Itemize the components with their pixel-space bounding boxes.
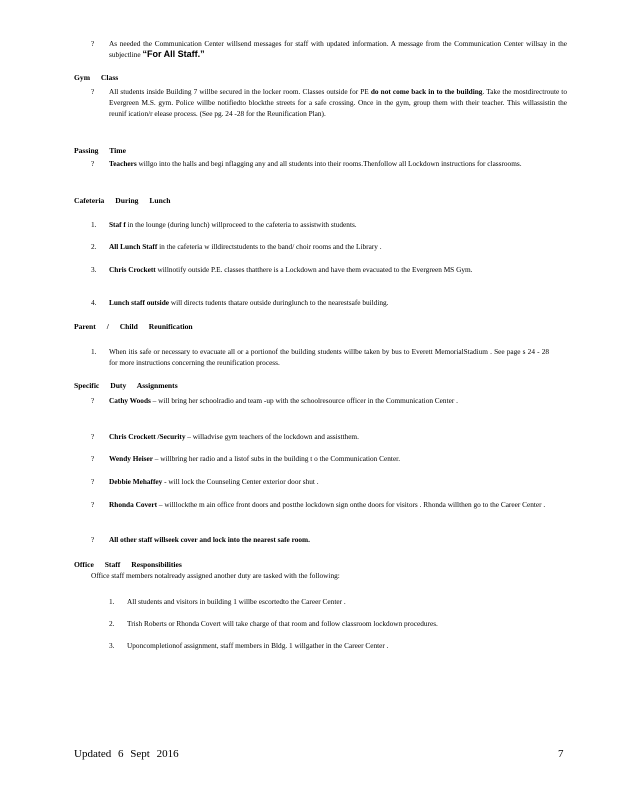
- bullet-marker: ?: [91, 454, 95, 463]
- section-heading-duty-assignments: Specific Duty Assignments: [74, 381, 178, 390]
- bullet-marker: ?: [91, 477, 95, 486]
- duty-item-text: - will lock the Counseling Center exterior door shut .: [162, 477, 319, 486]
- bullet-marker: ?: [91, 39, 95, 48]
- list-number: 4.: [91, 298, 97, 307]
- office-item: Uponcompletionof assignment, staff members in Bldg. 1 willgather in the Career Center .: [127, 641, 389, 650]
- duty-item-text: – willbring her radio and a listof subs in the building t o the Communication Center.: [152, 454, 401, 463]
- intro-quote: “For All Staff.”: [142, 49, 205, 59]
- intro-text: As needed the Communication Center willsend messages for staff with updated information. A message from the Communication Center willsay in the subjectline: [109, 39, 567, 59]
- section-heading-reunification: Parent / Child Reunification: [74, 322, 193, 331]
- duty-item: [109, 453, 549, 464]
- duty-item: [109, 431, 549, 442]
- cafeteria-item: [109, 297, 567, 308]
- list-number: 3.: [91, 265, 97, 274]
- bullet-marker: ?: [91, 87, 95, 96]
- section-heading-cafeteria: Cafeteria During Lunch: [74, 196, 171, 205]
- duty-item-name: All other staff willseek cover and lock into the nearest safe room.: [109, 535, 310, 544]
- list-number: 2.: [91, 242, 97, 251]
- cafeteria-item-bold: Staf f: [109, 220, 126, 229]
- intro-paragraph: [109, 38, 567, 60]
- gym-class-text-a: All students inside Building 7 willbe secured in the locker room. Classes outside for PE: [109, 87, 371, 96]
- cafeteria-item: [109, 264, 567, 275]
- duty-item-name: Chris Crockett /Security: [109, 432, 186, 441]
- bullet-marker: ?: [91, 396, 95, 405]
- list-number: 3.: [109, 641, 115, 650]
- duty-item: [109, 499, 549, 510]
- cafeteria-item-bold: All Lunch Staff: [109, 242, 158, 251]
- passing-time-bold: Teachers: [109, 159, 137, 168]
- duty-item-name: Rhonda Covert: [109, 500, 158, 509]
- gym-class-bold: do not come back in to the building: [370, 87, 483, 96]
- reunification-paragraph: When itis safe or necessary to evacuate all or a portionof the building students willbe taken by bus to Everett MemorialStadium . See page s 24 - 28 for more instructions concerning the reunification process.: [109, 347, 549, 367]
- section-heading-office-staff: Office Staff Responsibilities: [74, 560, 182, 569]
- duty-item-name: Wendy Heiser: [109, 454, 153, 463]
- list-number: 2.: [109, 619, 115, 628]
- gym-class-paragraph: [109, 86, 567, 119]
- duty-item: [109, 476, 549, 487]
- section-heading-passing-time: Passing Time: [74, 146, 126, 155]
- footer-updated-date: Updated 6 Sept 2016: [74, 748, 179, 760]
- duty-item: [109, 395, 549, 406]
- page-number: 7: [558, 748, 564, 760]
- duty-item-name: Debbie Mehaffey: [109, 477, 163, 486]
- duty-item-text: – willlockthe m ain office front doors and postthe lockdown sign onthe doors for visitors . Rhonda willthen go to the Career Center .: [157, 500, 546, 509]
- cafeteria-item-text: will directs tudents thatare outside duringlunch to the nearestsafe building.: [169, 298, 389, 307]
- list-number: 1.: [109, 597, 115, 606]
- bullet-marker: ?: [91, 535, 95, 544]
- cafeteria-item-text: in the lounge (during lunch) willproceed to the cafeteria to assistwith students.: [125, 220, 357, 229]
- passing-time-text: willgo into the halls and begi nflagging any and all students into their rooms.Thenfollow all Lockdown instructions for classrooms.: [136, 159, 522, 168]
- cafeteria-item-bold: Chris Crockett: [109, 265, 156, 274]
- gym-class-text-b: . Take the mostdirectroute to Evergreen M.S. gym. Police willbe notifiedto blockthe streets for a safe crossing. Once in the gym, group them with their teacher. This willassistin the reunif ication/r elease process. (See pg. 24 -28 for the Reunification Plan).: [109, 87, 567, 118]
- office-intro: Office staff members notalready assigned another duty are tasked with the following:: [91, 571, 340, 580]
- list-number: 1.: [91, 347, 97, 356]
- bullet-marker: ?: [91, 500, 95, 509]
- cafeteria-item-text: willnotify outside P.E. classes thatthere is a Lockdown and have them evacuated to the Evergreen MS Gym.: [155, 265, 473, 274]
- cafeteria-item: [109, 219, 567, 230]
- passing-time-paragraph: [109, 158, 549, 169]
- list-number: 1.: [91, 220, 97, 229]
- cafeteria-item-text: in the cafeteria w illdirectstudents to the band/ choir rooms and the Library .: [157, 242, 382, 251]
- bullet-marker: ?: [91, 432, 95, 441]
- section-heading-gym-class: Gym Class: [74, 73, 119, 82]
- bullet-marker: ?: [91, 159, 95, 168]
- office-item: Trish Roberts or Rhonda Covert will take charge of that room and follow classroom lockdown procedures.: [127, 619, 438, 628]
- duty-item-name: Cathy Woods: [109, 396, 151, 405]
- duty-item: [109, 534, 549, 545]
- cafeteria-item-bold: Lunch staff outside: [109, 298, 170, 307]
- duty-item-text: – will bring her schoolradio and team -up with the schoolresource officer in the Communication Center .: [150, 396, 458, 405]
- cafeteria-item: [109, 241, 567, 252]
- duty-item-text: – willadvise gym teachers of the lockdown and assistthem.: [185, 432, 359, 441]
- office-item: All students and visitors in building 1 willbe escortedto the Career Center .: [127, 597, 346, 606]
